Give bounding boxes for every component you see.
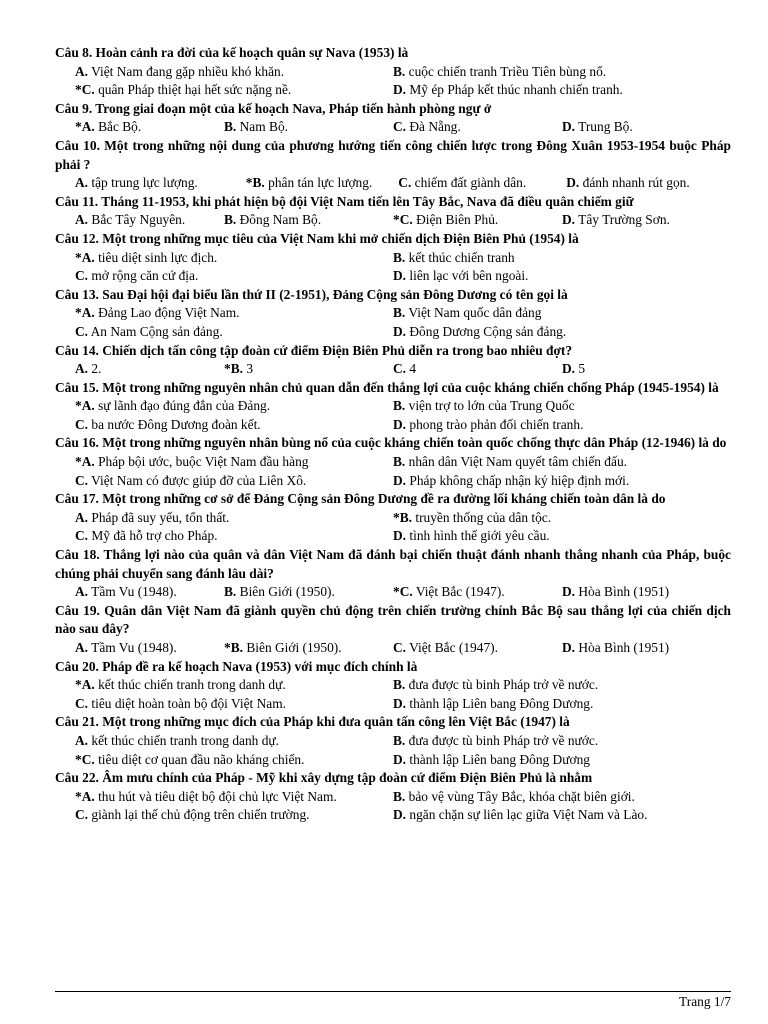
question-stem: Câu 12. Một trong những mục tiêu của Việt Nam khi mở chiến dịch Điện Biên Phủ (1954) là (55, 230, 579, 246)
option-text: mở rộng căn cứ địa. (91, 268, 199, 284)
answer-option (393, 453, 731, 472)
answer-option (55, 788, 393, 807)
option-text: thành lập Liên bang Đông Dương. (409, 695, 594, 711)
question-stem: Câu 20. Pháp đề ra kế hoạch Nava (1953) với mục đích chính là (55, 658, 418, 674)
options-row (55, 267, 731, 286)
option-key: D. (562, 584, 576, 600)
option-key: *A. (75, 305, 95, 321)
answer-option (398, 175, 526, 190)
options-row (55, 174, 731, 193)
options-row (55, 249, 731, 268)
option-text: Tầm Vu (1948). (91, 640, 177, 655)
option-key: D. (393, 807, 407, 823)
option-text: Trung Bộ. (578, 119, 633, 135)
option-text: Việt Bắc (1947). (415, 584, 505, 600)
options-row (55, 583, 731, 602)
option-text: 4 (409, 361, 417, 377)
option-key: A. (75, 732, 89, 748)
option-text: 3 (246, 361, 254, 377)
answer-option (562, 118, 731, 137)
option-key: D. (393, 528, 407, 544)
option-text: Mỹ ép Pháp kết thúc nhanh chiến tranh. (409, 82, 623, 98)
question (55, 44, 731, 100)
option-key: D. (393, 416, 407, 432)
answer-option (393, 806, 731, 825)
option-key: C. (393, 361, 407, 377)
answer-option (393, 695, 731, 714)
question (55, 100, 731, 137)
option-key: A. (75, 584, 89, 600)
options-row (55, 732, 731, 751)
question-stem: Câu 19. Quân dân Việt Nam đã giành quyền chủ động trên chiến trường chính Bắc Bộ sau thắng lợi của chiến dịch nào sau đây? (55, 602, 731, 637)
question-stem: Câu 16. Một trong những nguyên nhân bùng nổ của cuộc kháng chiến toàn quốc chống thực dân Pháp (12-1946) là do (55, 435, 727, 451)
option-text: Việt Nam có được giúp đỡ của Liên Xô. (91, 472, 307, 488)
options-row (55, 676, 731, 695)
option-key: *A. (75, 249, 95, 265)
answer-option (55, 453, 393, 472)
answer-option (55, 360, 224, 379)
answer-option (393, 472, 731, 491)
question (55, 230, 731, 286)
answer-option (55, 732, 393, 751)
question (55, 193, 731, 230)
option-key: C. (75, 268, 89, 284)
option-key: *A. (75, 398, 95, 414)
option-text: tình hình thế giới yêu cầu. (409, 528, 550, 544)
option-key: B. (224, 119, 237, 135)
answer-option (55, 397, 393, 416)
question (55, 658, 731, 714)
option-key: *C. (393, 584, 413, 600)
options-row (55, 527, 731, 546)
answer-option (55, 639, 224, 658)
option-text: An Nam Cộng sản đảng. (90, 323, 223, 339)
option-text: Nam Bộ. (239, 119, 288, 135)
option-key: B. (393, 63, 406, 79)
answer-option (393, 751, 731, 770)
option-key: D. (393, 472, 407, 488)
answer-option (55, 527, 393, 546)
answer-option (55, 751, 393, 770)
option-key: D. (562, 640, 576, 655)
answer-option (393, 732, 731, 751)
option-text: chiếm đất giành dân. (414, 175, 527, 191)
answer-option (393, 397, 731, 416)
option-text: phân tán lực lượng. (268, 175, 373, 191)
question-stem: Câu 13. Sau Đại hội đại biểu lần thứ II (2-1951), Đảng Cộng sản Đông Dương có tên gọi là (55, 286, 568, 302)
option-key: D. (562, 212, 576, 228)
answer-option (566, 175, 690, 190)
question-list (55, 44, 731, 825)
option-text: đưa được tù binh Pháp trở về nước. (408, 677, 599, 693)
option-text: cuộc chiến tranh Triều Tiên bùng nổ. (408, 63, 607, 79)
options-row (55, 472, 731, 491)
option-text: thành lập Liên bang Đông Dương (409, 751, 590, 767)
question (55, 602, 731, 658)
option-key: D. (393, 82, 407, 98)
question-stem: Câu 9. Trong giai đoạn một của kế hoạch Nava, Pháp tiến hành phòng ngự ở (55, 100, 492, 116)
answer-option (55, 509, 393, 528)
question-stem: Câu 18. Thắng lợi nào của quân và dân Việt Nam đã đánh bại chiến thuật đánh nhanh thắng nhanh của Pháp, buộc chúng phải chuyển sang đánh lâu dài? (55, 547, 731, 581)
answer-option (393, 509, 731, 528)
question (55, 286, 731, 342)
option-text: đánh nhanh rút gọn. (582, 175, 690, 191)
option-text: phong trào phản đối chiến tranh. (409, 416, 584, 432)
options-row (55, 211, 731, 230)
options-row (55, 788, 731, 807)
option-text: Bắc Bộ. (98, 119, 142, 135)
option-key: A. (75, 175, 89, 191)
question-stem: Câu 10. Một trong những nội dung của phương hướng tiến công chiến lược trong Đông Xuân 1953-1954 buộc Pháp phải ? (55, 137, 731, 172)
option-key: C. (75, 323, 89, 339)
answer-option (224, 639, 393, 658)
option-key: A. (75, 640, 89, 655)
question-stem: Câu 17. Một trong những cơ sở để Đảng Cộng sản Đông Dương đề ra đường lối kháng chiến toàn dân là do (55, 491, 666, 507)
option-key: D. (393, 751, 407, 767)
answer-option (393, 676, 731, 695)
question-stem: Câu 11. Tháng 11-1953, khi phát hiện bộ đội Việt Nam tiến lên Tây Bắc, Nava đã điều quân chiếm giữ (55, 193, 634, 209)
option-text: Bắc Tây Nguyên. (91, 212, 186, 228)
option-text: tiêu diệt cơ quan đầu não kháng chiến. (98, 751, 305, 767)
option-key: C. (398, 175, 412, 191)
answer-option (393, 63, 731, 82)
option-text: ba nước Đông Dương đoàn kết. (91, 416, 261, 432)
options-row (55, 416, 731, 435)
option-key: B. (393, 249, 406, 265)
question-stem: Câu 21. Một trong những mục đích của Pháp khi đưa quân tấn công lên Việt Bắc (1947) là (55, 714, 570, 730)
option-key: A. (75, 212, 89, 228)
option-key: C. (393, 640, 407, 655)
option-key: B. (224, 584, 237, 600)
option-text: truyền thống của dân tộc. (415, 509, 552, 525)
question (55, 342, 731, 379)
option-text: viện trợ to lớn của Trung Quốc (408, 398, 575, 414)
option-text: bảo vệ vùng Tây Bắc, khóa chặt biên giới. (408, 788, 635, 804)
answer-option (55, 416, 393, 435)
options-row (55, 63, 731, 82)
options-row (55, 323, 731, 342)
option-key: *C. (75, 751, 95, 767)
option-key: B. (393, 398, 406, 414)
answer-option (55, 267, 393, 286)
answer-option (393, 416, 731, 435)
answer-option (393, 527, 731, 546)
option-text: liên lạc với bên ngoài. (409, 268, 529, 284)
answer-option (55, 304, 393, 323)
answer-option (55, 118, 224, 137)
option-text: Tầm Vu (1948). (91, 584, 177, 600)
option-key: *A. (75, 119, 95, 135)
option-key: *A. (75, 677, 95, 693)
answer-option (393, 304, 731, 323)
option-key: B. (393, 305, 406, 321)
question (55, 434, 731, 490)
option-key: B. (393, 677, 406, 693)
option-key: B. (393, 788, 406, 804)
option-key: C. (75, 472, 89, 488)
footer-divider (55, 991, 731, 992)
option-text: Pháp bội ước, buộc Việt Nam đầu hàng (98, 454, 309, 470)
answer-option (562, 211, 731, 230)
answer-option (393, 81, 731, 100)
option-key: A. (75, 361, 89, 377)
answer-option (393, 211, 562, 230)
option-key: *B. (393, 509, 412, 525)
option-text: Biên Giới (1950). (246, 640, 342, 655)
option-text: Đông Dương Cộng sản đảng. (409, 323, 567, 339)
option-text: kết thúc chiến tranh trong danh dự. (91, 732, 279, 748)
answer-option (224, 360, 393, 379)
option-text: Việt Bắc (1947). (409, 640, 498, 655)
option-text: nhân dân Việt Nam quyết tâm chiến đấu. (408, 454, 627, 470)
answer-option (55, 63, 393, 82)
option-text: Đảng Lao động Việt Nam. (98, 305, 240, 321)
options-row (55, 118, 731, 137)
answer-option (393, 639, 562, 658)
option-key: D. (393, 268, 407, 284)
option-text: Tây Trường Sơn. (578, 212, 670, 228)
options-row (55, 751, 731, 770)
question (55, 546, 731, 602)
question (55, 137, 731, 193)
answer-option (55, 249, 393, 268)
option-text: Việt Nam đang gặp nhiều khó khăn. (91, 63, 285, 79)
option-key: D. (562, 119, 576, 135)
option-key: D. (566, 175, 580, 191)
option-key: A. (75, 63, 89, 79)
option-text: Pháp đã suy yếu, tổn thất. (91, 509, 230, 525)
question-stem: Câu 8. Hoàn cảnh ra đời của kế hoạch quân sự Nava (1953) là (55, 45, 409, 60)
question (55, 769, 731, 825)
options-row (55, 453, 731, 472)
answer-option (393, 583, 562, 602)
answer-option (55, 676, 393, 695)
answer-option (562, 360, 731, 379)
option-key: *B. (224, 361, 243, 377)
answer-option (224, 583, 393, 602)
answer-option (393, 118, 562, 137)
option-text: thu hút và tiêu diệt bộ đội chủ lực Việt Nam. (98, 788, 337, 804)
option-text: ngăn chặn sự liên lạc giữa Việt Nam và Lào. (409, 807, 648, 823)
answer-option (393, 249, 731, 268)
answer-option (55, 806, 393, 825)
answer-option (55, 695, 393, 714)
options-row (55, 806, 731, 825)
option-text: quân Pháp thiệt hại hết sức nặng nề. (98, 82, 292, 98)
question (55, 490, 731, 546)
answer-option (393, 788, 731, 807)
question (55, 379, 731, 435)
option-text: Pháp không chấp nhận ký hiệp định mới. (409, 472, 630, 488)
answer-option (393, 360, 562, 379)
options-row (55, 397, 731, 416)
page-number: Trang 1/7 (679, 994, 731, 1009)
answer-option (55, 323, 393, 342)
options-row (55, 81, 731, 100)
option-key: B. (224, 212, 237, 228)
option-key: *A. (75, 788, 95, 804)
option-text: 2. (91, 361, 102, 377)
option-text: tiêu diệt hoàn toàn bộ đội Việt Nam. (91, 695, 286, 711)
option-key: D. (393, 695, 407, 711)
options-row (55, 509, 731, 528)
option-key: A. (75, 509, 89, 525)
question (55, 713, 731, 769)
option-key: *C. (75, 82, 95, 98)
option-key: *C. (393, 212, 413, 228)
options-row (55, 360, 731, 379)
option-text: 5 (578, 361, 586, 377)
option-text: giành lại thế chủ động trên chiến trường. (91, 807, 310, 823)
option-text: sự lãnh đạo đúng đắn của Đảng. (98, 398, 271, 414)
answer-option (224, 211, 393, 230)
answer-option (55, 583, 224, 602)
option-text: Mỹ đã hỗ trợ cho Pháp. (91, 528, 218, 544)
option-key: C. (75, 695, 89, 711)
options-row (55, 695, 731, 714)
answer-option (393, 323, 731, 342)
option-text: Đông Nam Bộ. (239, 212, 322, 228)
option-text: Biên Giới (1950). (239, 584, 335, 600)
option-key: C. (75, 528, 89, 544)
option-key: C. (75, 416, 89, 432)
option-key: *B. (224, 640, 243, 655)
option-text: tập trung lực lượng. (91, 175, 198, 191)
options-row (55, 304, 731, 323)
option-text: Điện Biên Phủ. (416, 212, 499, 228)
answer-option (246, 175, 373, 190)
option-key: *A. (75, 454, 95, 470)
option-text: Đà Nẵng. (409, 119, 461, 135)
option-text: đưa được tù binh Pháp trở về nước. (408, 732, 599, 748)
question-stem: Câu 15. Một trong những nguyên nhân chủ quan dẫn đến thắng lợi của cuộc kháng chiến chống Pháp (1945-1954) là (55, 379, 719, 395)
option-text: Việt Nam quốc dân đảng (408, 305, 542, 321)
answer-option (75, 175, 198, 190)
question-stem: Câu 22. Âm mưu chính của Pháp - Mỹ khi xây dựng tập đoàn cứ điểm Điện Biên Phủ là nhằm (55, 770, 593, 786)
option-key: B. (393, 454, 406, 470)
answer-option (55, 211, 224, 230)
option-text: tiêu diệt sinh lực địch. (98, 249, 218, 265)
answer-option (224, 118, 393, 137)
option-text: kết thúc chiến tranh trong danh dự. (98, 677, 286, 693)
option-key: *B. (245, 175, 265, 191)
answer-option (562, 583, 731, 602)
option-key: C. (75, 807, 89, 823)
answer-option (55, 472, 393, 491)
answer-option (55, 81, 393, 100)
option-text: kết thúc chiến tranh (408, 249, 515, 265)
options-row (55, 639, 731, 658)
option-key: D. (393, 323, 407, 339)
question-stem: Câu 14. Chiến dịch tấn công tập đoàn cứ điểm Điện Biên Phủ diễn ra trong bao nhiêu đợt? (55, 342, 573, 358)
option-text: Hòa Bình (1951) (578, 584, 670, 600)
answer-option (393, 267, 731, 286)
option-key: B. (393, 732, 406, 748)
option-text: Hòa Bình (1951) (578, 640, 670, 655)
option-key: D. (562, 361, 576, 377)
option-key: C. (393, 119, 407, 135)
answer-option (562, 639, 731, 658)
